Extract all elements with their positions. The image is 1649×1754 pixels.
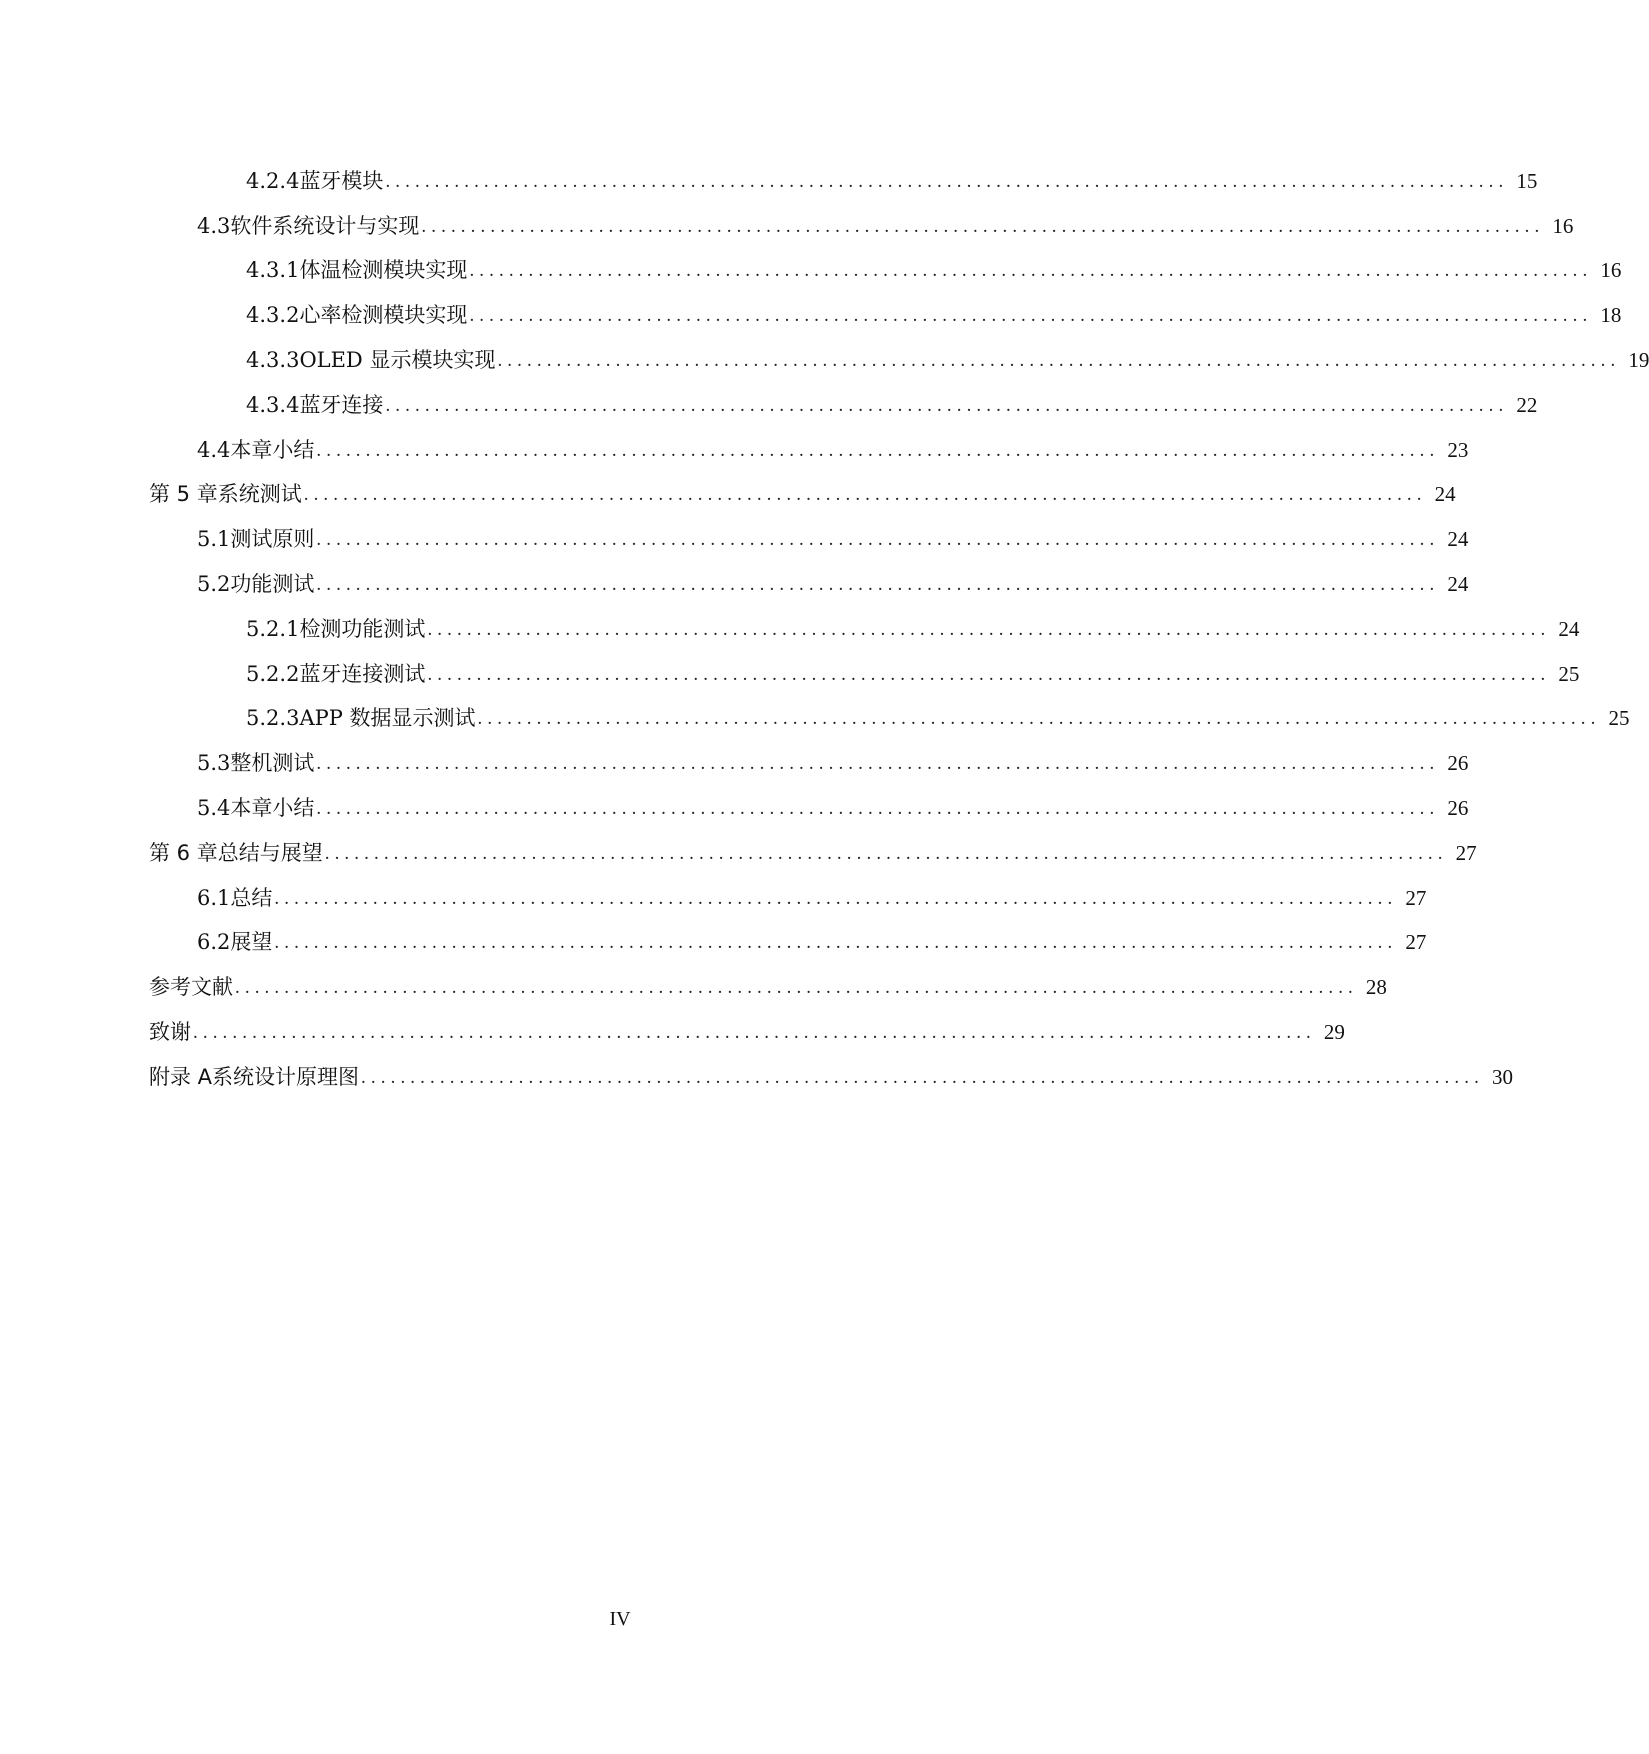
toc-entry-page: 24 bbox=[1434, 482, 1456, 507]
toc-leader-dots: .................................................................................................................. bbox=[427, 663, 1551, 685]
toc-entry-number: 5.1 bbox=[197, 527, 231, 552]
toc-entry-number: 附录 A bbox=[149, 1064, 213, 1089]
toc-entry-number: 4.3.4 bbox=[246, 392, 300, 417]
toc-entry-title: 系统设计原理图 bbox=[212, 1064, 360, 1089]
toc-entry-appendix-a[interactable] bbox=[0, 1055, 1513, 1100]
toc-entry-title: 展望 bbox=[230, 930, 273, 955]
toc-entry-title: 蓝牙模块 bbox=[299, 168, 384, 193]
toc-leader-dots: .................................................................................................................. bbox=[235, 977, 1358, 999]
toc-entry-page: 24 bbox=[1447, 527, 1469, 552]
toc-entry-6-2[interactable] bbox=[0, 921, 1427, 966]
page-number: IV bbox=[609, 1608, 631, 1630]
toc-leader-dots: .................................................................................................................. bbox=[324, 842, 1448, 864]
toc-entry-5-4[interactable] bbox=[0, 786, 1469, 831]
toc-entry-6-1[interactable] bbox=[0, 876, 1427, 921]
toc-entry-number: 5.3 bbox=[197, 751, 231, 776]
toc-entry-number: 4.3.3 bbox=[246, 348, 300, 373]
toc-entry-title: 功能测试 bbox=[230, 572, 315, 597]
toc-leader-dots: .................................................................................................................. bbox=[427, 618, 1551, 640]
toc-entry-5-2-1[interactable] bbox=[0, 607, 1580, 652]
toc-entry-page: 22 bbox=[1516, 392, 1538, 417]
toc-entry-5-1[interactable] bbox=[0, 517, 1469, 562]
toc-entry-page: 16 bbox=[1552, 213, 1574, 238]
toc-entry-4-3-1[interactable] bbox=[0, 249, 1622, 294]
toc-entry-title: 蓝牙连接测试 bbox=[299, 661, 426, 686]
toc-leader-dots: .................................................................................................................. bbox=[316, 529, 1440, 551]
toc-entry-page: 26 bbox=[1447, 796, 1469, 821]
table-of-contents bbox=[0, 159, 1649, 1100]
toc-entry-number: 5.2.1 bbox=[246, 616, 300, 641]
toc-leader-dots: .................................................................................................................. bbox=[469, 305, 1593, 327]
toc-entry-page: 15 bbox=[1516, 168, 1538, 193]
toc-entry-title: 体温检测模块实现 bbox=[299, 258, 468, 283]
toc-leader-dots: .................................................................................................................. bbox=[303, 484, 1427, 506]
toc-entry-acknowledgements[interactable] bbox=[0, 1010, 1345, 1055]
toc-entry-4-3[interactable] bbox=[0, 204, 1574, 249]
toc-entry-title: 总结与展望 bbox=[217, 840, 323, 865]
toc-entry-number: 6.1 bbox=[197, 885, 231, 910]
toc-entry-title: 系统测试 bbox=[217, 482, 302, 507]
toc-entry-page: 25 bbox=[1558, 661, 1580, 686]
toc-leader-dots: .................................................................................................................. bbox=[316, 753, 1440, 775]
toc-entry-title: 软件系统设计与实现 bbox=[230, 213, 420, 238]
toc-entry-number: 5.4 bbox=[197, 796, 231, 821]
toc-leader-dots: .................................................................................................................. bbox=[316, 574, 1440, 596]
toc-entry-title: 测试原则 bbox=[230, 527, 315, 552]
toc-entry-title: OLED 显示模块实现 bbox=[299, 348, 496, 373]
toc-leader-dots: .................................................................................................................. bbox=[274, 887, 1398, 909]
toc-entry-number: 4.3 bbox=[197, 213, 231, 238]
toc-entry-5-3[interactable] bbox=[0, 741, 1469, 786]
toc-entry-number: 第 6 章 bbox=[149, 840, 218, 865]
toc-entry-title: 心率检测模块实现 bbox=[299, 303, 468, 328]
toc-entry-number: 致 bbox=[149, 1020, 170, 1045]
toc-entry-title: 参考文献 bbox=[149, 975, 233, 1000]
toc-entry-chapter-5[interactable] bbox=[0, 473, 1456, 518]
toc-entry-page: 19 bbox=[1628, 348, 1649, 373]
toc-entry-page: 30 bbox=[1491, 1064, 1513, 1089]
toc-entry-4-4[interactable] bbox=[0, 428, 1469, 473]
toc-entry-page: 29 bbox=[1323, 1020, 1345, 1045]
toc-entry-number: 6.2 bbox=[197, 930, 231, 955]
toc-entry-title: APP 数据显示测试 bbox=[299, 706, 476, 731]
toc-entry-title: 蓝牙连接 bbox=[299, 392, 384, 417]
toc-entry-number: 5.2 bbox=[197, 572, 231, 597]
toc-leader-dots: .................................................................................................................. bbox=[497, 350, 1621, 372]
toc-entry-page: 27 bbox=[1405, 885, 1427, 910]
toc-entry-chapter-6[interactable] bbox=[0, 831, 1477, 876]
toc-entry-number: 4.4 bbox=[197, 437, 231, 462]
toc-entry-4-3-2[interactable] bbox=[0, 293, 1622, 338]
toc-entry-page: 28 bbox=[1365, 975, 1387, 1000]
toc-entry-page: 27 bbox=[1405, 930, 1427, 955]
toc-entry-page: 26 bbox=[1447, 751, 1469, 776]
toc-entry-title: 整机测试 bbox=[230, 751, 315, 776]
toc-leader-dots: .................................................................................................................. bbox=[361, 1066, 1484, 1088]
toc-entry-page: 23 bbox=[1447, 437, 1469, 462]
toc-entry-title: 谢 bbox=[170, 1020, 191, 1045]
toc-leader-dots: .................................................................................................................. bbox=[274, 932, 1398, 954]
toc-entry-page: 27 bbox=[1455, 840, 1477, 865]
toc-entry-5-2-3[interactable] bbox=[0, 697, 1630, 742]
toc-entry-number: 第 5 章 bbox=[149, 482, 218, 507]
toc-entry-title: 本章小结 bbox=[230, 796, 315, 821]
toc-leader-dots: .................................................................................................................. bbox=[385, 394, 1509, 416]
toc-leader-dots: .................................................................................................................. bbox=[385, 170, 1509, 192]
toc-leader-dots: .................................................................................................................. bbox=[421, 215, 1545, 237]
toc-entry-title: 本章小结 bbox=[230, 437, 315, 462]
toc-entry-4-3-4[interactable] bbox=[0, 383, 1538, 428]
toc-entry-page: 18 bbox=[1600, 303, 1622, 328]
toc-entry-number: 4.3.2 bbox=[246, 303, 300, 328]
toc-entry-4-2-4[interactable] bbox=[0, 159, 1538, 204]
toc-leader-dots: .................................................................................................................. bbox=[477, 708, 1601, 730]
toc-entry-number: 5.2.3 bbox=[246, 706, 300, 731]
toc-entry-page: 16 bbox=[1600, 258, 1622, 283]
toc-entry-number: 4.3.1 bbox=[246, 258, 300, 283]
toc-leader-dots: .................................................................................................................. bbox=[316, 439, 1440, 461]
toc-entry-page: 24 bbox=[1558, 616, 1580, 641]
toc-entry-5-2[interactable] bbox=[0, 562, 1469, 607]
toc-entry-references[interactable] bbox=[0, 965, 1387, 1010]
toc-entry-title: 总结 bbox=[230, 885, 273, 910]
toc-leader-dots: .................................................................................................................. bbox=[193, 1022, 1316, 1044]
toc-leader-dots: .................................................................................................................. bbox=[469, 260, 1593, 282]
toc-entry-number: 5.2.2 bbox=[246, 661, 300, 686]
toc-entry-page: 24 bbox=[1447, 572, 1469, 597]
toc-entry-page: 25 bbox=[1608, 706, 1630, 731]
toc-leader-dots: .................................................................................................................. bbox=[316, 798, 1440, 820]
toc-entry-title: 检测功能测试 bbox=[299, 616, 426, 641]
toc-entry-number: 4.2.4 bbox=[246, 168, 300, 193]
toc-entry-5-2-2[interactable] bbox=[0, 652, 1580, 697]
toc-entry-4-3-3[interactable] bbox=[0, 338, 1649, 383]
